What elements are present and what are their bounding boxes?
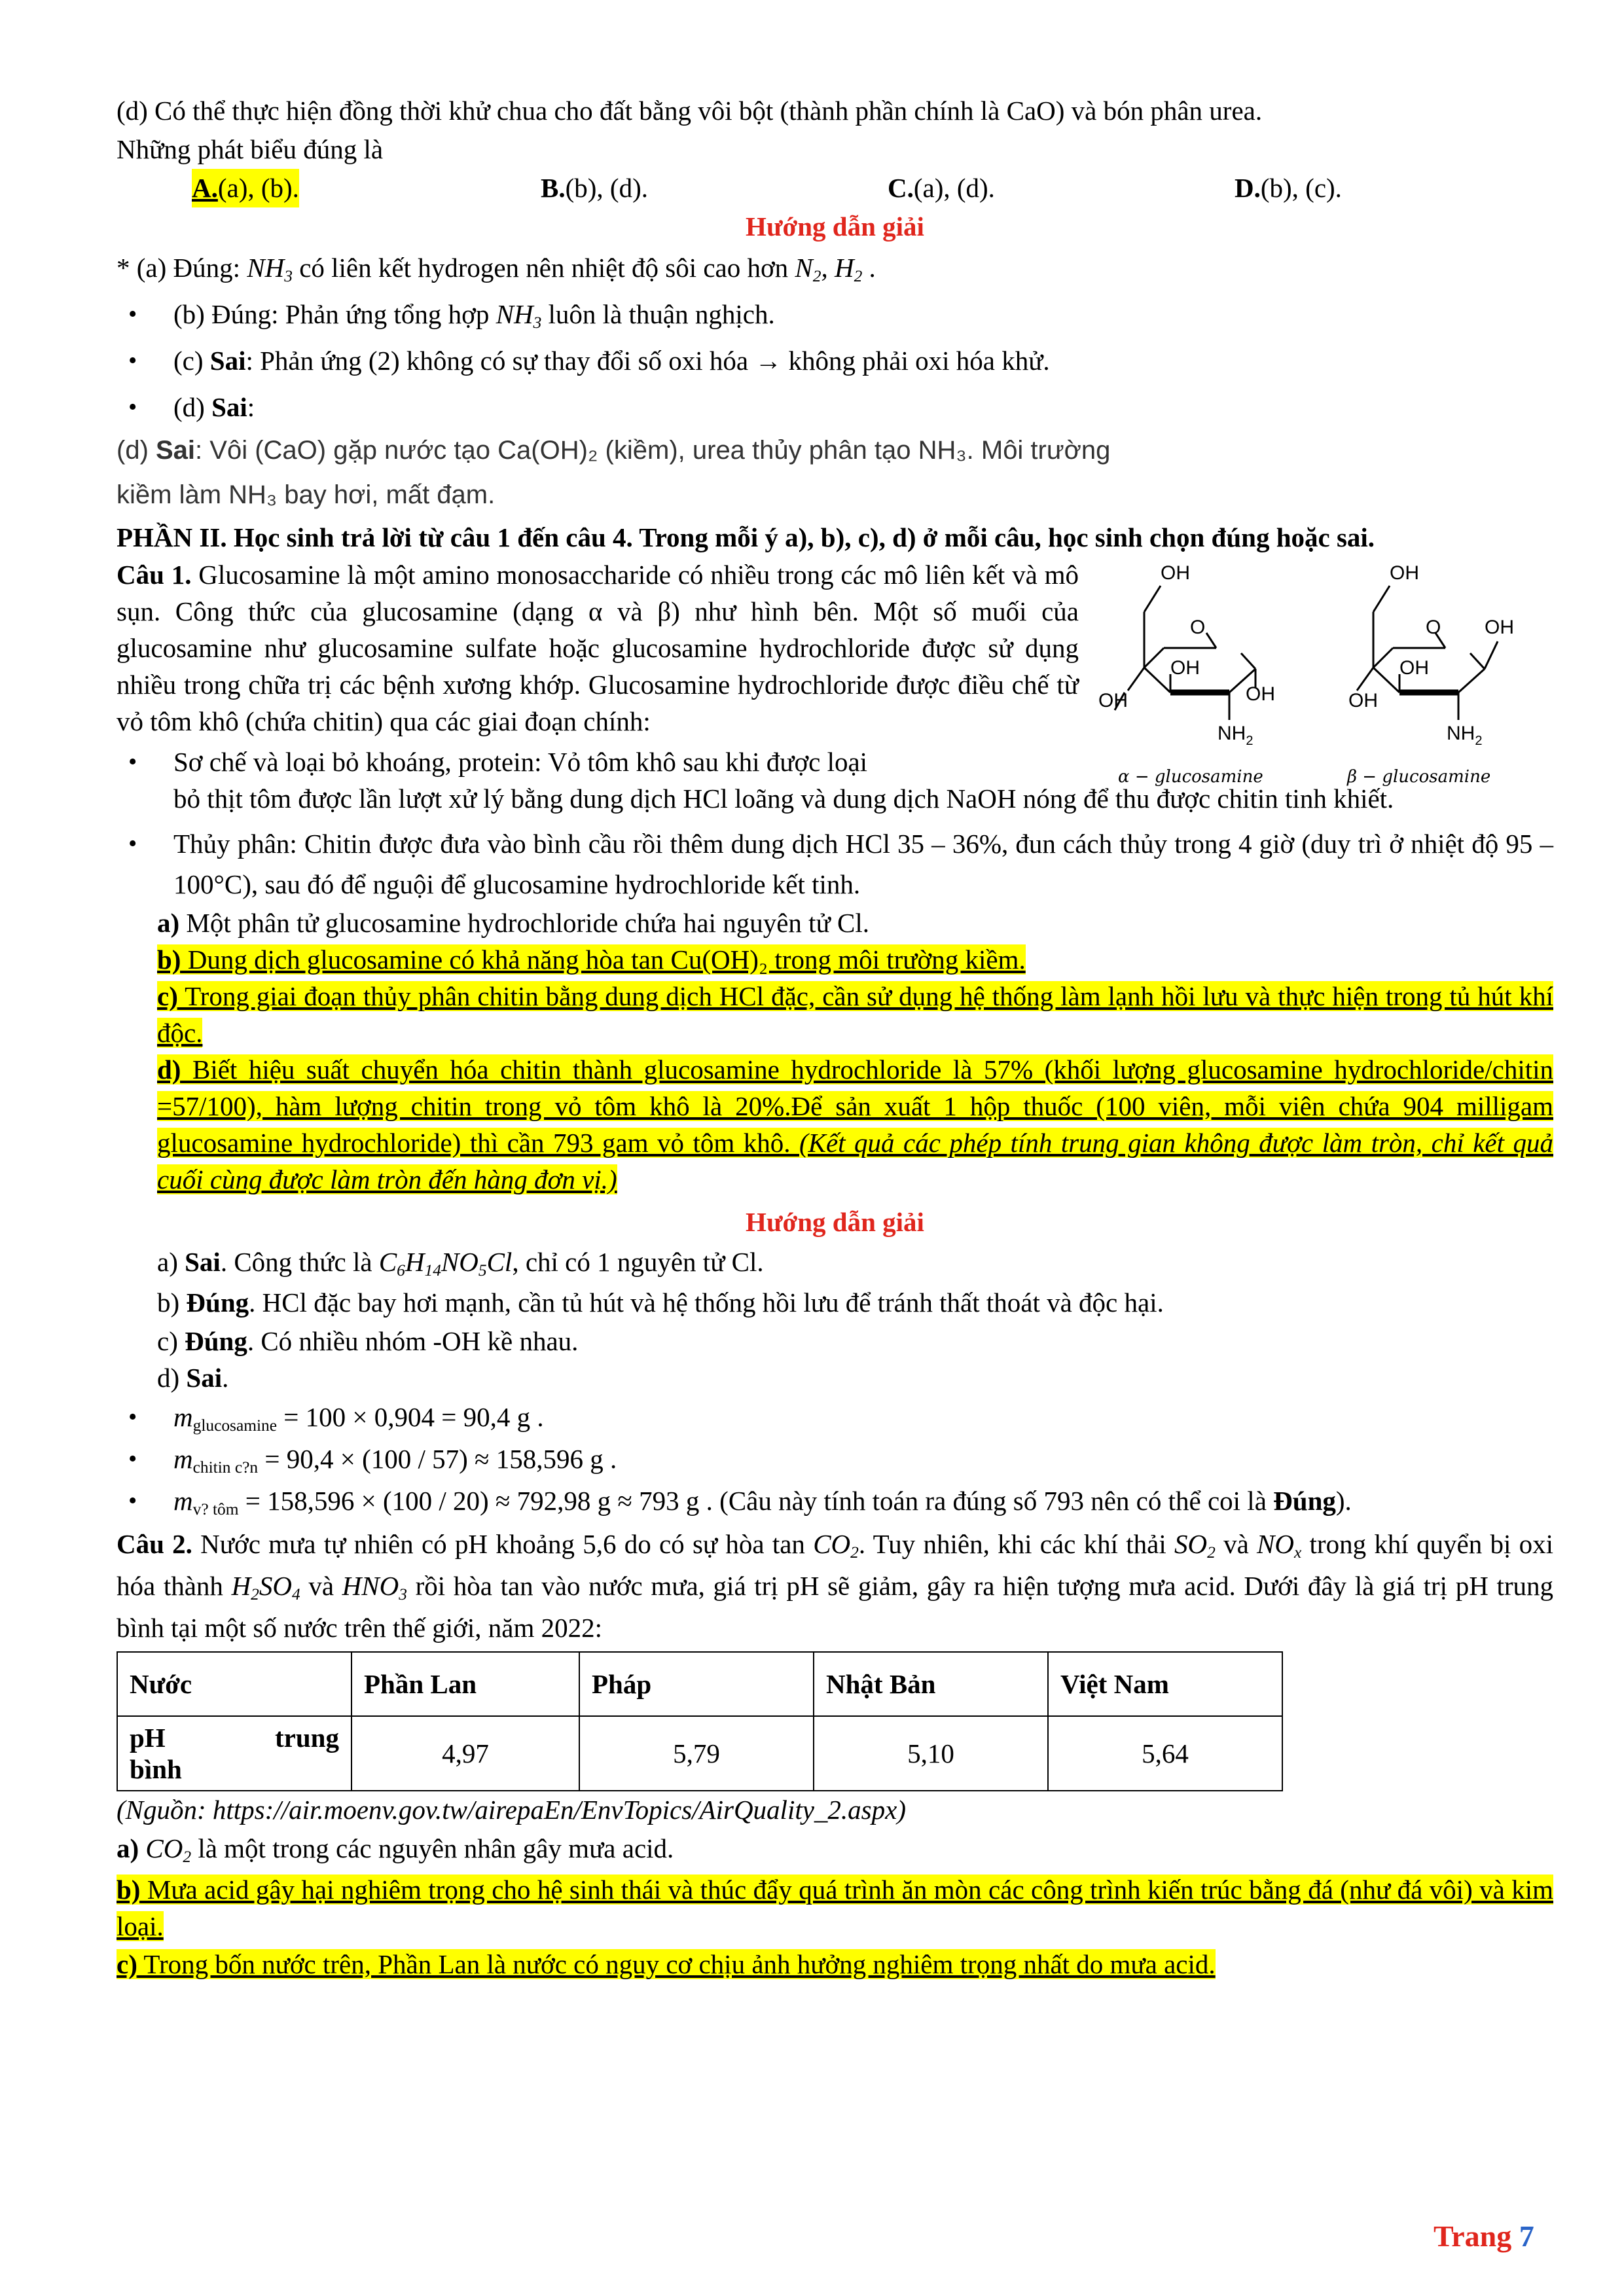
q2-intro: Câu 2. Nước mưa tự nhiên có pH khoảng 5,6 do có sự hòa $\tan CO_2$. Tuy nhiên, khi các khí thải $SO_2$ và $NO_x$ trong khí quyển bị oxi hóa thành $H_2SO_4$ và $HNO_3$ rồi hòa tan vào nước mưa, giá trị pH sẽ giảm, gây ra hiện tượng mưa acid. Dưới đây là giá trị pH trung bình tại một số nước trên thế giới, năm 2022: — [117, 1529, 1553, 1643]
true-statements-prompt: Những phát biểu đúng là — [117, 134, 384, 164]
guide2-m3: • $m_{v? tôm} = 158,596 \times (100 / 20) \approx 792,98$ g ≈ 793 g . (Câu này tính toán ra đúng số 793 nên có thể coi là Đúng). — [117, 1480, 1553, 1522]
guide1-d-explanation-image: (d) Sai: Vôi (CaO) gặp nước tạo Ca(OH)₂ (kiềm), urea thủy phân tạo NH₃. Môi trường kiềm làm NH₃ bay hơi, mất đạm. — [117, 436, 1111, 509]
q1-intro: Câu 1. Glucosamine là một amino monosaccharide có nhiều trong các mô liên kết và mô sụn. Công thức của glucosamine (dạng α và β) như hình bên. Một số muối của glucosamine như glucosamine sulfate hoặc glucosamine hydrochloride được sử dụng nhiều trong chữa trị các bệnh xương khớp. Glucosamine hydrochloride được điều chế từ vỏ tôm khô (chứa chitin) qua các giai đoạn chính: — [117, 560, 1079, 736]
svg-text:OH: OH — [1348, 690, 1378, 711]
svg-text:OH: OH — [1485, 617, 1514, 638]
guide2-d: d) Sai. — [157, 1363, 229, 1393]
svg-text:O: O — [1190, 617, 1206, 638]
q2-c: c) Trong bốn nước trên, Phần Lan là nước có nguy cơ chịu ảnh hưởng nghiêm trọng nhất do mưa acid. — [117, 1949, 1216, 1979]
guide2-m1: • $m_{glucosamine} = 100 \times 0,904 = 90,4$ g . — [117, 1396, 1553, 1438]
q1-a: a) Một phân tử glucosamine hydrochloride chứa hai nguyên tử Cl. — [157, 908, 870, 938]
q1-bullet-1-cont: bỏ thịt tôm được lần lượt xử lý bằng dung dịch HCl loãng và dung dịch NaOH nóng để thu được chitin tinh khiết. — [173, 783, 1394, 814]
q2-a: a) $CO_2$ là một trong các nguyên nhân gây mưa acid. — [117, 1833, 674, 1867]
q2-source: (Nguồn: https://air.moenv.gov.tw/airepaEn/EnvTopics/AirQuality_2.aspx) — [117, 1795, 906, 1825]
q2-b: b) Mưa acid gây hại nghiêm trọng cho hệ sinh thái và thúc đẩy quá trình ăn mòn các công trình kiến trúc bằng đá (như đá vôi) và kim loại. — [117, 1874, 1553, 1941]
ph-table — [117, 1651, 1283, 1791]
option-d: D.(b), (c). — [1235, 173, 1342, 203]
option-b: B.(b), (d). — [541, 173, 648, 203]
svg-text:OH: OH — [1246, 683, 1275, 705]
page-content — [117, 92, 1553, 1984]
page-number: Trang 7 — [1434, 2219, 1534, 2253]
guide2-m2: • $m_{chitin c?n} = 90,4 \times (100 / 57) \approx 158,596$ g . — [117, 1438, 1553, 1480]
guide2-a: a) Sai. Công thức là $C_6H_{14}NO_5Cl$, chỉ có 1 nguyên tử Cl. — [157, 1247, 764, 1280]
svg-text:O: O — [1426, 617, 1441, 638]
svg-text:OH: OH — [1399, 657, 1429, 679]
option-c: C.(a), (d). — [888, 173, 995, 203]
guide2-c: c) Đúng. Có nhiều nhóm -OH kề nhau. — [157, 1326, 579, 1356]
ph-table-header: Nước Phần Lan Pháp Nhật Bản Việt Nam — [117, 1652, 1282, 1716]
part2-heading: PHẦN II. Học sinh trả lời từ câu 1 đến câu 4. Trong mỗi ý a), b), c), d) ở mỗi câu, học sinh chọn đúng hoặc sai. — [117, 522, 1375, 552]
option-a: A.(a), (b). — [192, 169, 541, 207]
guide1-b: • (b) Đúng: Phản ứng tổng hợp $NH_3$ luôn là thuận nghịch. — [117, 295, 1553, 334]
svg-text:β − glucosamine: β − glucosamine — [1347, 767, 1491, 787]
svg-text:OH: OH — [1161, 562, 1190, 584]
answer-options — [117, 169, 1553, 207]
svg-text:NH2: $NH_2$ — [1218, 723, 1254, 748]
guide1-d: • (d) Sai: — [117, 388, 1553, 427]
guide1-c: • (c) Sai: Phản ứng (2) không có sự thay đổi số oxi hóa → không phải oxi hóa khử. — [117, 342, 1553, 380]
q1-bullet-1: • Sơ chế và loại bỏ khoáng, protein: Vỏ tôm khô sau khi được loại — [117, 744, 1553, 780]
guide-title-1: Hướng dẫn giải — [746, 211, 924, 242]
svg-text:α − glucosamine: α − glucosamine — [1118, 767, 1263, 787]
svg-text:OH: OH — [1170, 657, 1200, 679]
q1-c: c) Trong giai đoạn thủy phân chitin bằng dung dịch HCl đặc, cần sử dụng hệ thống làm lạnh hồi lưu và thực hiện trong tủ hút khí độc. — [157, 981, 1553, 1048]
svg-text:OH: OH — [1390, 562, 1419, 584]
guide-title-2: Hướng dẫn giải — [746, 1207, 924, 1237]
guide2-b: b) Đúng. HCl đặc bay hơi mạnh, cần tủ hút và hệ thống hồi lưu để tránh thất thoát và độc hại. — [157, 1287, 1164, 1318]
svg-text:NH2: $NH_2$ — [1447, 723, 1483, 748]
guide1-a: * (a) Đúng: $NH_3$ có liên kết hydrogen nên nhiệt độ sôi cao hơn $N_2$, $H_2$ . — [117, 253, 876, 286]
q1-bullet-2: • Thủy phân: Chitin được đưa vào bình cầu rồi thêm dung dịch HCl 35 – 36%, đun cách thủy trong 4 giờ (duy trì ở nhiệt độ 95 – 100°C), sau đó để nguội để glucosamine hydrochloride kết tinh. — [117, 823, 1553, 905]
q1-b: b) Dung dịch glucosamine có khả năng hòa tan Cu(OH)₂ trong môi trường kiềm. — [157, 944, 1026, 975]
svg-text:OH: OH — [1098, 690, 1128, 711]
q1-d: d) Biết hiệu suất chuyển hóa chitin thành glucosamine hydrochloride là 57% (khối lượng glucosamine hydrochloride/chitin =57/100), hàm lượng chitin trong vỏ tôm khô là 20%.Để sản xuất 1 hộp thuốc (100 viên, mỗi viên chứa 904 milligam glucosamine hydrochloride) thì cần 793 gam vỏ tôm khô. (Kết quả các phép tính trung gian không được làm tròn, chỉ kết quả cuối cùng được làm tròn đến hàng đơn vị.) — [157, 1054, 1553, 1194]
statement-d: (d) Có thể thực hiện đồng thời khử chua cho đất bằng vôi bột (thành phần chính là CaO) và bón phân urea. — [117, 96, 1263, 126]
ph-table-row: pH trung bình 4,97 5,79 5,10 5,64 — [117, 1716, 1282, 1791]
